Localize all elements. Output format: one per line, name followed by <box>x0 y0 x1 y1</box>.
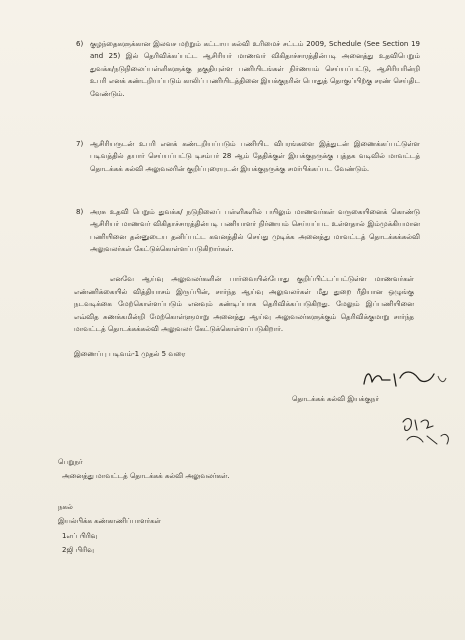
enclosure-line: இணைப்பு படிவம்-1 முதல் 5 வரை <box>74 350 186 358</box>
handwritten-initials-mark <box>397 414 459 450</box>
director-signature <box>360 364 450 390</box>
item-number: 8) <box>76 208 84 216</box>
to-label: பெறுநர் <box>58 458 83 466</box>
item-number: 7) <box>76 140 84 148</box>
item-number: 6) <box>76 40 84 48</box>
item-text: அரசு உதவி பெறும் துவக்க/ நடுநிலைப் பள்ளிகளில் பயிலும் மாணவர்கள் வருகையினைக் கொண்டு ஆசிரியர் மாணவர் விகிதாச்சாரத்தின்படி பணியாளர் நிர்ணயம் செய்யப்பட உள்ளதால் இம்முக்கியமான பணியினை தன்னுடைய தனிப்பட்ட கவனத்தில் செய்து முடிக்க அனைத்து மாவட்டத் தொடக்கக்கல்வி அலுவலர்கள் கேட்டுக்கொள்ளப்படுகிறார்கள். <box>90 208 420 254</box>
copy-line-1: 1எப் பிரிவு <box>62 532 98 540</box>
numbered-item-6 <box>76 38 420 100</box>
copy-line-2: 2ஜி பிரிவு <box>62 546 94 554</box>
copy-to: இயல்பிக்க கண்காணிப்பாளர்கள் <box>58 517 161 525</box>
to-recipient: அனைத்து மாவட்டத் தொடக்கக் கல்வி அலுவலர்கள். <box>62 472 230 480</box>
numbered-item-7 <box>76 138 420 175</box>
copy-label: நகல் <box>58 503 73 511</box>
item-text: ஆசிரியருடன் உபரி எனக் கண்டறியப்படும் பணியிட விபரங்களை இத்துடன் இணைக்கப்பட்டுள்ள படிவத்தில் தயார் செய்யப்பட்டு டிசம்பர் 28 ஆம் தேதிக்குள் இயக்குநருக்கு புத்தக வடிவில் மாவட்டத் தொடக்கக் கல்வி அலுவலரின் குறிப்புரையுடன் இயக்குநருக்கு சமர்பிக்கப்பட வேண்டும். <box>90 140 420 173</box>
body-paragraph: எனவே ஆய்வு அலுவலர்களின் பார்வையின்போது குறிப்பிட்டப்பட்டுள்ள மாணவர்கள் எண்ணிக்கையில் வித்தியாசம் இருப்பின், சார்ந்த ஆய்வு அலுவலர்கள் மீது துறை ரீதியான ஒழுங்கு நடவடிக்கை மேற்கொள்ளப்படும் எனவும் கண்டிப்பாக தெரிவிக்கப்படுகிறது. மேலும் இப்பணியினை எவ்வித சுணக்கமின்றி மேற்கொள்ளுமாறு அனைத்து ஆய்வு அலுவலர்களுக்கும் தெரிவிக்குமாறு சார்ந்த மாவட்டத் தொடக்கக்கல்வி அலுவலர் கேட்டுக்கொள்ளப்படுகிறார். <box>74 275 414 334</box>
numbered-item-8 <box>76 206 420 256</box>
item-text: குழந்தைகளுக்கான இலவச மற்றும் கட்டாய கல்வி உரிமைச் சட்டம் 2009, Schedule (See Section 19 and 25) இல் தெரிவிக்கப்பட்ட ஆசிரியர் மாணவர் விகிதாச்சாரத்தின்படி அனைத்து உதவிபெறும் துவக்க/நடுநிலைப்பள்ளிகளுக்கு தகுதியுள்ள பணியிடங்கள் நிர்ணயம் செய்யப்பட்டு, ஆசிரியரின்றி உபரி எனக் கண்டறியப்படும் காலிப் பணியிடத்தினை இயக்குநரின் பொதுத் தொகுப்பிற்கு சரண் செய்திட வேண்டும். <box>90 40 420 98</box>
signatory-title: தொடக்கக் கல்வி இயக்குநர் <box>292 395 379 403</box>
